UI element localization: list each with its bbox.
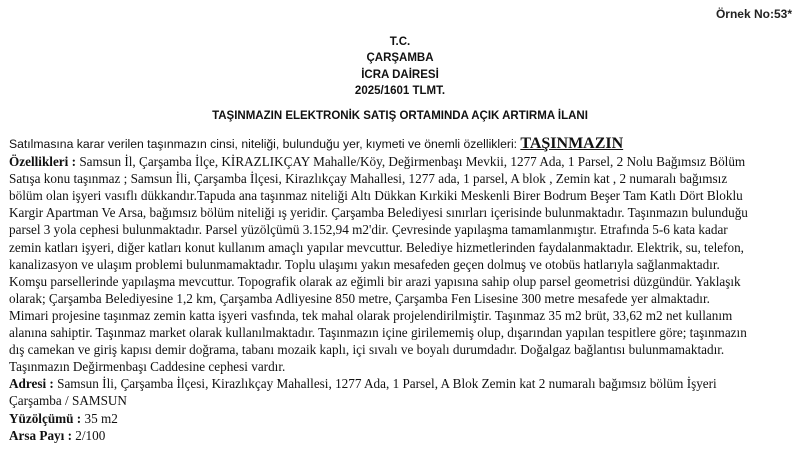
features-line: kanalizasyon ve ulaşım problemi bulunmamaktadır. Toplu ulaşımı yakın mesafeden geçen dolmuş ve otobüs hatlarıyla sağlanmaktadır.	[9, 256, 720, 272]
area-value: 35 m2	[81, 410, 118, 426]
address-text: Samsun İli, Çarşamba İlçesi, Kirazlıkçay Mahallesi, 1277 Ada, 1 Parsel, A Blok Zemin kat 2 numaralı bağımsız bölüm İşyeri	[53, 376, 717, 392]
features-label: Özellikleri :	[9, 154, 77, 170]
features-line: Mimari projesine taşınmaz zemin katta işyeri vasfında, tek mahal olarak projelendirilmiştir. Taşınmaz 35 m2 brüt, 33,62 m2 net kullanım	[9, 307, 733, 323]
features-line: Satışa konu taşınmaz ; Samsun İli, Çarşamba İlçesi, Kirazlıkçay Mahallesi, 1277 ada, 1 parsel, A blok , Zemin kat , 2 numaralı bağımsız	[9, 171, 728, 187]
area-label: Yüzölçümü :	[9, 410, 82, 426]
share-line	[9, 427, 793, 444]
address-line: Çarşamba / SAMSUN	[9, 393, 127, 409]
header-line-tc: T.C.	[389, 36, 411, 48]
features-line: Kargir Apartman Ve Arsa, bağımsız bölüm niteliği ış yeridir. Çarşamba Belediyesi sınırları içerisinde bulunmaktadır. Taşınmazın bulunduğu	[9, 205, 748, 221]
intro-text: Satılmasına karar verilen taşınmazın cinsi, niteliği, bulunduğu yer, kıymeti ve önemli özellikleri:	[9, 137, 518, 151]
share-label: Arsa Payı :	[9, 427, 72, 443]
header-file-number: 2025/1601 TLMT.	[354, 84, 446, 97]
area-line	[9, 410, 793, 427]
address-line	[9, 375, 793, 392]
header-line-office: İCRA DAİRESİ	[361, 68, 439, 81]
document-body	[9, 135, 793, 444]
header-line-city: ÇARŞAMBA	[366, 52, 434, 65]
intro-line	[9, 135, 793, 153]
features-line: olarak; Çarşamba Belediyesine 1,2 km, Çarşamba Adliyesine 850 metre, Çarşamba Fen Lisesine 300 metre mesafede yer almaktadır.	[9, 290, 710, 306]
features-line	[9, 153, 793, 170]
features-line: dış camekan ve giriş kapısı demir doğrama, tabanı mozaik kaplı, içi sıvalı ve boyalı durumdadır. Doğalgaz bağlantısı bulunmamaktadır.	[9, 342, 725, 358]
features-line: bölüm olan işyeri vasıflı dükkandır.Tapuda ana taşınmaz niteliği Altı Dükkan Kırkiki Meskenli Birer Bodrum Beşer Tam Katlı Dört Bloklu	[9, 188, 743, 204]
features-line: Komşu parsellerinde yapılaşma mevcuttur. Topografik olarak az eğimli bir arazi yapısına sahip olup parsel geometrisi düzgündür. Yaklaşık	[9, 273, 741, 289]
address-label: Adresi :	[9, 376, 54, 392]
features-line: Taşınmazın Değirmenbaşı Caddesine cephesi vardır.	[9, 359, 286, 375]
share-value: 2/100	[72, 427, 106, 443]
features-line: parsel 3 yola cephesi bulunmaktadır. Parsel yüzölçümü 3.152,94 m2'dir. Çevresinde yapılaşma tamamlanmıştır. Etrafında 5-6 kata kadar	[9, 222, 728, 238]
features-line: zemin katları işyeri, diğer katları konut kullanım amaçlı yapılar mevcuttur. Belediye hizmetlerinden faydalanmaktadır. Elektrik, su, telefon,	[9, 239, 744, 255]
features-text: Samsun İl, Çarşamba İlçe, KİRAZLIKÇAY Mahalle/Köy, Değirmenbaşı Mevkii, 1277 Ada, 1 Parsel, 2 Nolu Bağımsız Bölüm	[76, 154, 746, 170]
document-title: TAŞINMAZIN ELEKTRONİK SATIŞ ORTAMINDA AÇIK ARTIRMA İLANI	[212, 110, 588, 122]
section-title: TAŞINMAZIN	[520, 135, 624, 152]
features-line: alanına sahiptir. Taşınmaz market olarak kullanılmaktadır. Taşınmazın içine girilememiş olup, dışarından yapılan tespitlere göre; taşınmazın	[9, 325, 747, 341]
example-number: Örnek No:53*	[715, 7, 792, 21]
office-header	[0, 34, 800, 99]
